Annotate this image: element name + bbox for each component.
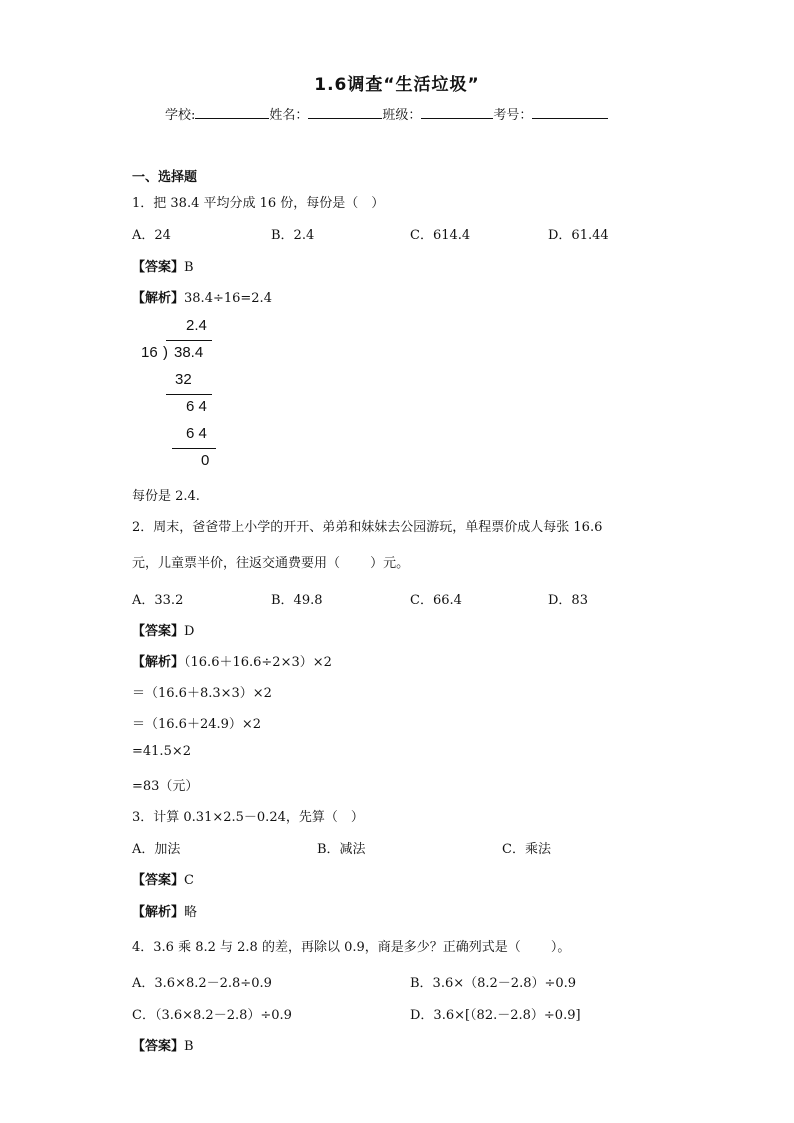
division-step-1: 32 — [175, 371, 192, 388]
q3-analysis — [132, 901, 197, 920]
q2-answer-value: D — [184, 624, 195, 639]
q4-answer-label: 【答案】 — [132, 1039, 185, 1054]
q2-step-1: （16.6＋16.6÷2×3）×2 — [184, 655, 332, 670]
division-rule-1 — [166, 394, 212, 395]
q2-option-d: D．83 — [548, 593, 588, 608]
q1-option-d: D．61.44 — [548, 228, 609, 243]
class-blank[interactable] — [421, 106, 493, 119]
division-bar — [166, 340, 212, 341]
division-bracket: ) — [163, 344, 168, 361]
exam-no-blank[interactable] — [532, 106, 608, 119]
division-remainder: 0 — [201, 452, 210, 469]
q2-analysis-label: 【解析】 — [132, 655, 185, 670]
q3-answer-label: 【答案】 — [132, 873, 185, 888]
page-title: 1.6调查“生活垃圾” — [314, 75, 480, 95]
q4-answer-value: B — [184, 1039, 194, 1054]
division-rule-2 — [172, 448, 216, 449]
q1-analysis-label: 【解析】 — [132, 291, 185, 306]
q1-conclusion: 每份是 2.4. — [132, 489, 200, 504]
division-quotient: 2.4 — [186, 317, 207, 334]
class-label: 班级： — [382, 108, 422, 123]
name-blank[interactable] — [308, 106, 382, 119]
division-step-2: 6 4 — [186, 398, 207, 415]
q3-option-a: A．加法 — [132, 842, 181, 857]
q3-stem: 3．计算 0.31×2.5－0.24，先算（ ） — [132, 810, 364, 825]
q2-stem-line1: 2．周末，爸爸带上小学的开开、弟弟和妹妹去公园游玩，单程票价成人每张 16.6 — [132, 520, 603, 535]
q3-analysis-label: 【解析】 — [132, 905, 185, 920]
q2-option-c: C．66.4 — [410, 593, 462, 608]
q2-step-5: =83（元） — [132, 779, 199, 794]
q1-analysis-text: 38.4÷16=2.4 — [184, 291, 272, 306]
section-title: 一、选择题 — [132, 170, 198, 185]
q1-answer-value: B — [184, 260, 194, 275]
q4-option-d: D．3.6×[（82.－2.8）÷0.9] — [410, 1008, 581, 1023]
q1-option-b: B．2.4 — [271, 228, 315, 243]
q4-answer — [132, 1035, 194, 1054]
q1-option-c: C．614.4 — [410, 228, 471, 243]
q4-option-c: C．（3.6×8.2－2.8）÷0.9 — [132, 1008, 292, 1023]
q1-answer-label: 【答案】 — [132, 260, 185, 275]
q3-analysis-text: 略 — [184, 905, 198, 920]
q3-answer-value: C — [184, 873, 194, 888]
q2-stem-line2: 元，儿童票半价，往返交通费要用（ ）元。 — [132, 556, 410, 571]
q2-step-4: =41.5×2 — [132, 744, 192, 759]
q2-analysis — [132, 651, 332, 670]
division-step-3: 6 4 — [186, 425, 207, 442]
q2-step-2: ＝（16.6＋8.3×3）×2 — [132, 686, 272, 701]
q1-option-a: A．24 — [132, 228, 171, 243]
student-info-line — [165, 104, 608, 123]
school-blank[interactable] — [195, 106, 269, 119]
name-label: 姓名： — [269, 108, 309, 123]
q4-stem: 4．3.6 乘 8.2 与 2.8 的差，再除以 0.9，商是多少？正确列式是（ ）。 — [132, 940, 571, 955]
q3-option-b: B．减法 — [317, 842, 366, 857]
exam-no-label: 考号： — [493, 108, 533, 123]
q2-step-3: ＝（16.6＋24.9）×2 — [132, 717, 262, 732]
q3-answer — [132, 869, 194, 888]
q2-option-b: B．49.8 — [271, 593, 323, 608]
q2-answer-label: 【答案】 — [132, 624, 185, 639]
q3-option-c: C．乘法 — [502, 842, 551, 857]
q1-stem: 1．把 38.4 平均分成 16 份，每份是（ ） — [132, 196, 385, 211]
school-label: 学校: — [165, 108, 196, 123]
division-divisor: 16 — [141, 344, 158, 361]
q4-option-b: B．3.6×（8.2－2.8）÷0.9 — [410, 976, 577, 991]
q1-answer — [132, 256, 194, 275]
q1-analysis — [132, 287, 272, 306]
q2-option-a: A．33.2 — [132, 593, 184, 608]
q2-answer — [132, 620, 194, 639]
q4-option-a: A．3.6×8.2－2.8÷0.9 — [132, 976, 272, 991]
division-dividend: 38.4 — [174, 344, 204, 361]
